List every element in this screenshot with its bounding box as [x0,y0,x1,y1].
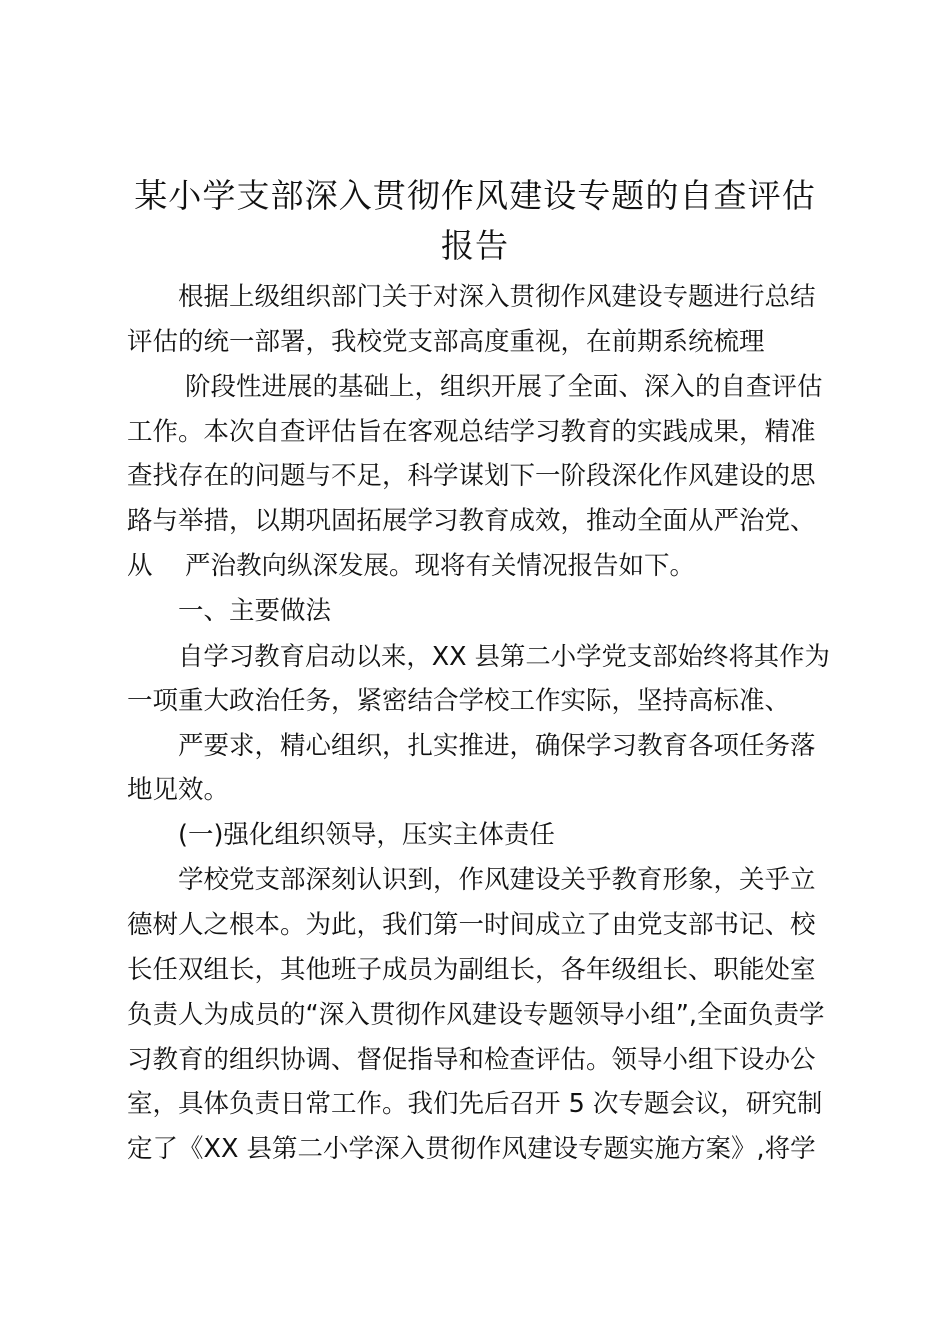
body-line: 工作。本次自查评估旨在客观总结学习教育的实践成果，精准 [127,417,816,447]
body-line: 路与举措，以期巩固拓展学习教育成效，推动全面从严治党、 [127,506,816,536]
subsection-heading: (一)强化组织领导，压实主体责任 [178,820,555,850]
body-line: 根据上级组织部门关于对深入贯彻作风建设专题进行总结 [178,282,816,312]
body-line: 负责人为成员的“深入贯彻作风建设专题领导小组”,全面负责学 [127,1000,825,1030]
body-line: 习教育的组织协调、督促指导和检查评估。领导小组下设办公 [127,1045,816,1075]
body-line: 一项重大政治任务，紧密结合学校工作实际，坚持高标准、 [127,686,791,716]
body-line: 学校党支部深刻认识到，作风建设关乎教育形象，关乎立 [178,865,816,895]
section-heading: 一、主要做法 [178,596,332,626]
document-title-line-1: 某小学支部深入贯彻作风建设专题的自查评估 [134,176,816,215]
body-line: 德树人之根本。为此，我们第一时间成立了由党支部书记、校 [127,910,816,940]
body-line: 查找存在的问题与不足，科学谋划下一阶段深化作风建设的思 [127,461,816,491]
document-title-line-2: 报告 [440,226,510,265]
body-line: 严治教向纵深发展。现将有关情况报告如下。 [185,551,696,581]
body-line: 评估的统一部署，我校党支部高度重视，在前期系统梳理 [127,327,765,357]
body-line: 地见效。 [127,775,230,805]
body-line: 定了《XX 县第二小学深入贯彻作风建设专题实施方案》,将学 [127,1134,816,1164]
body-line: 从 [127,551,153,581]
body-line: 严要求，精心组织，扎实推进，确保学习教育各项任务落 [178,731,816,761]
body-line: 长任双组长，其他班子成员为副组长，各年级组长、职能处室 [127,955,816,985]
body-line: 阶段性进展的基础上，组织开展了全面、深入的自查评估 [185,372,823,402]
body-line: 室，具体负责日常工作。我们先后召开 5 次专题会议，研究制 [127,1089,823,1119]
body-line: 自学习教育启动以来，XX 县第二小学党支部始终将其作为 [178,641,830,671]
